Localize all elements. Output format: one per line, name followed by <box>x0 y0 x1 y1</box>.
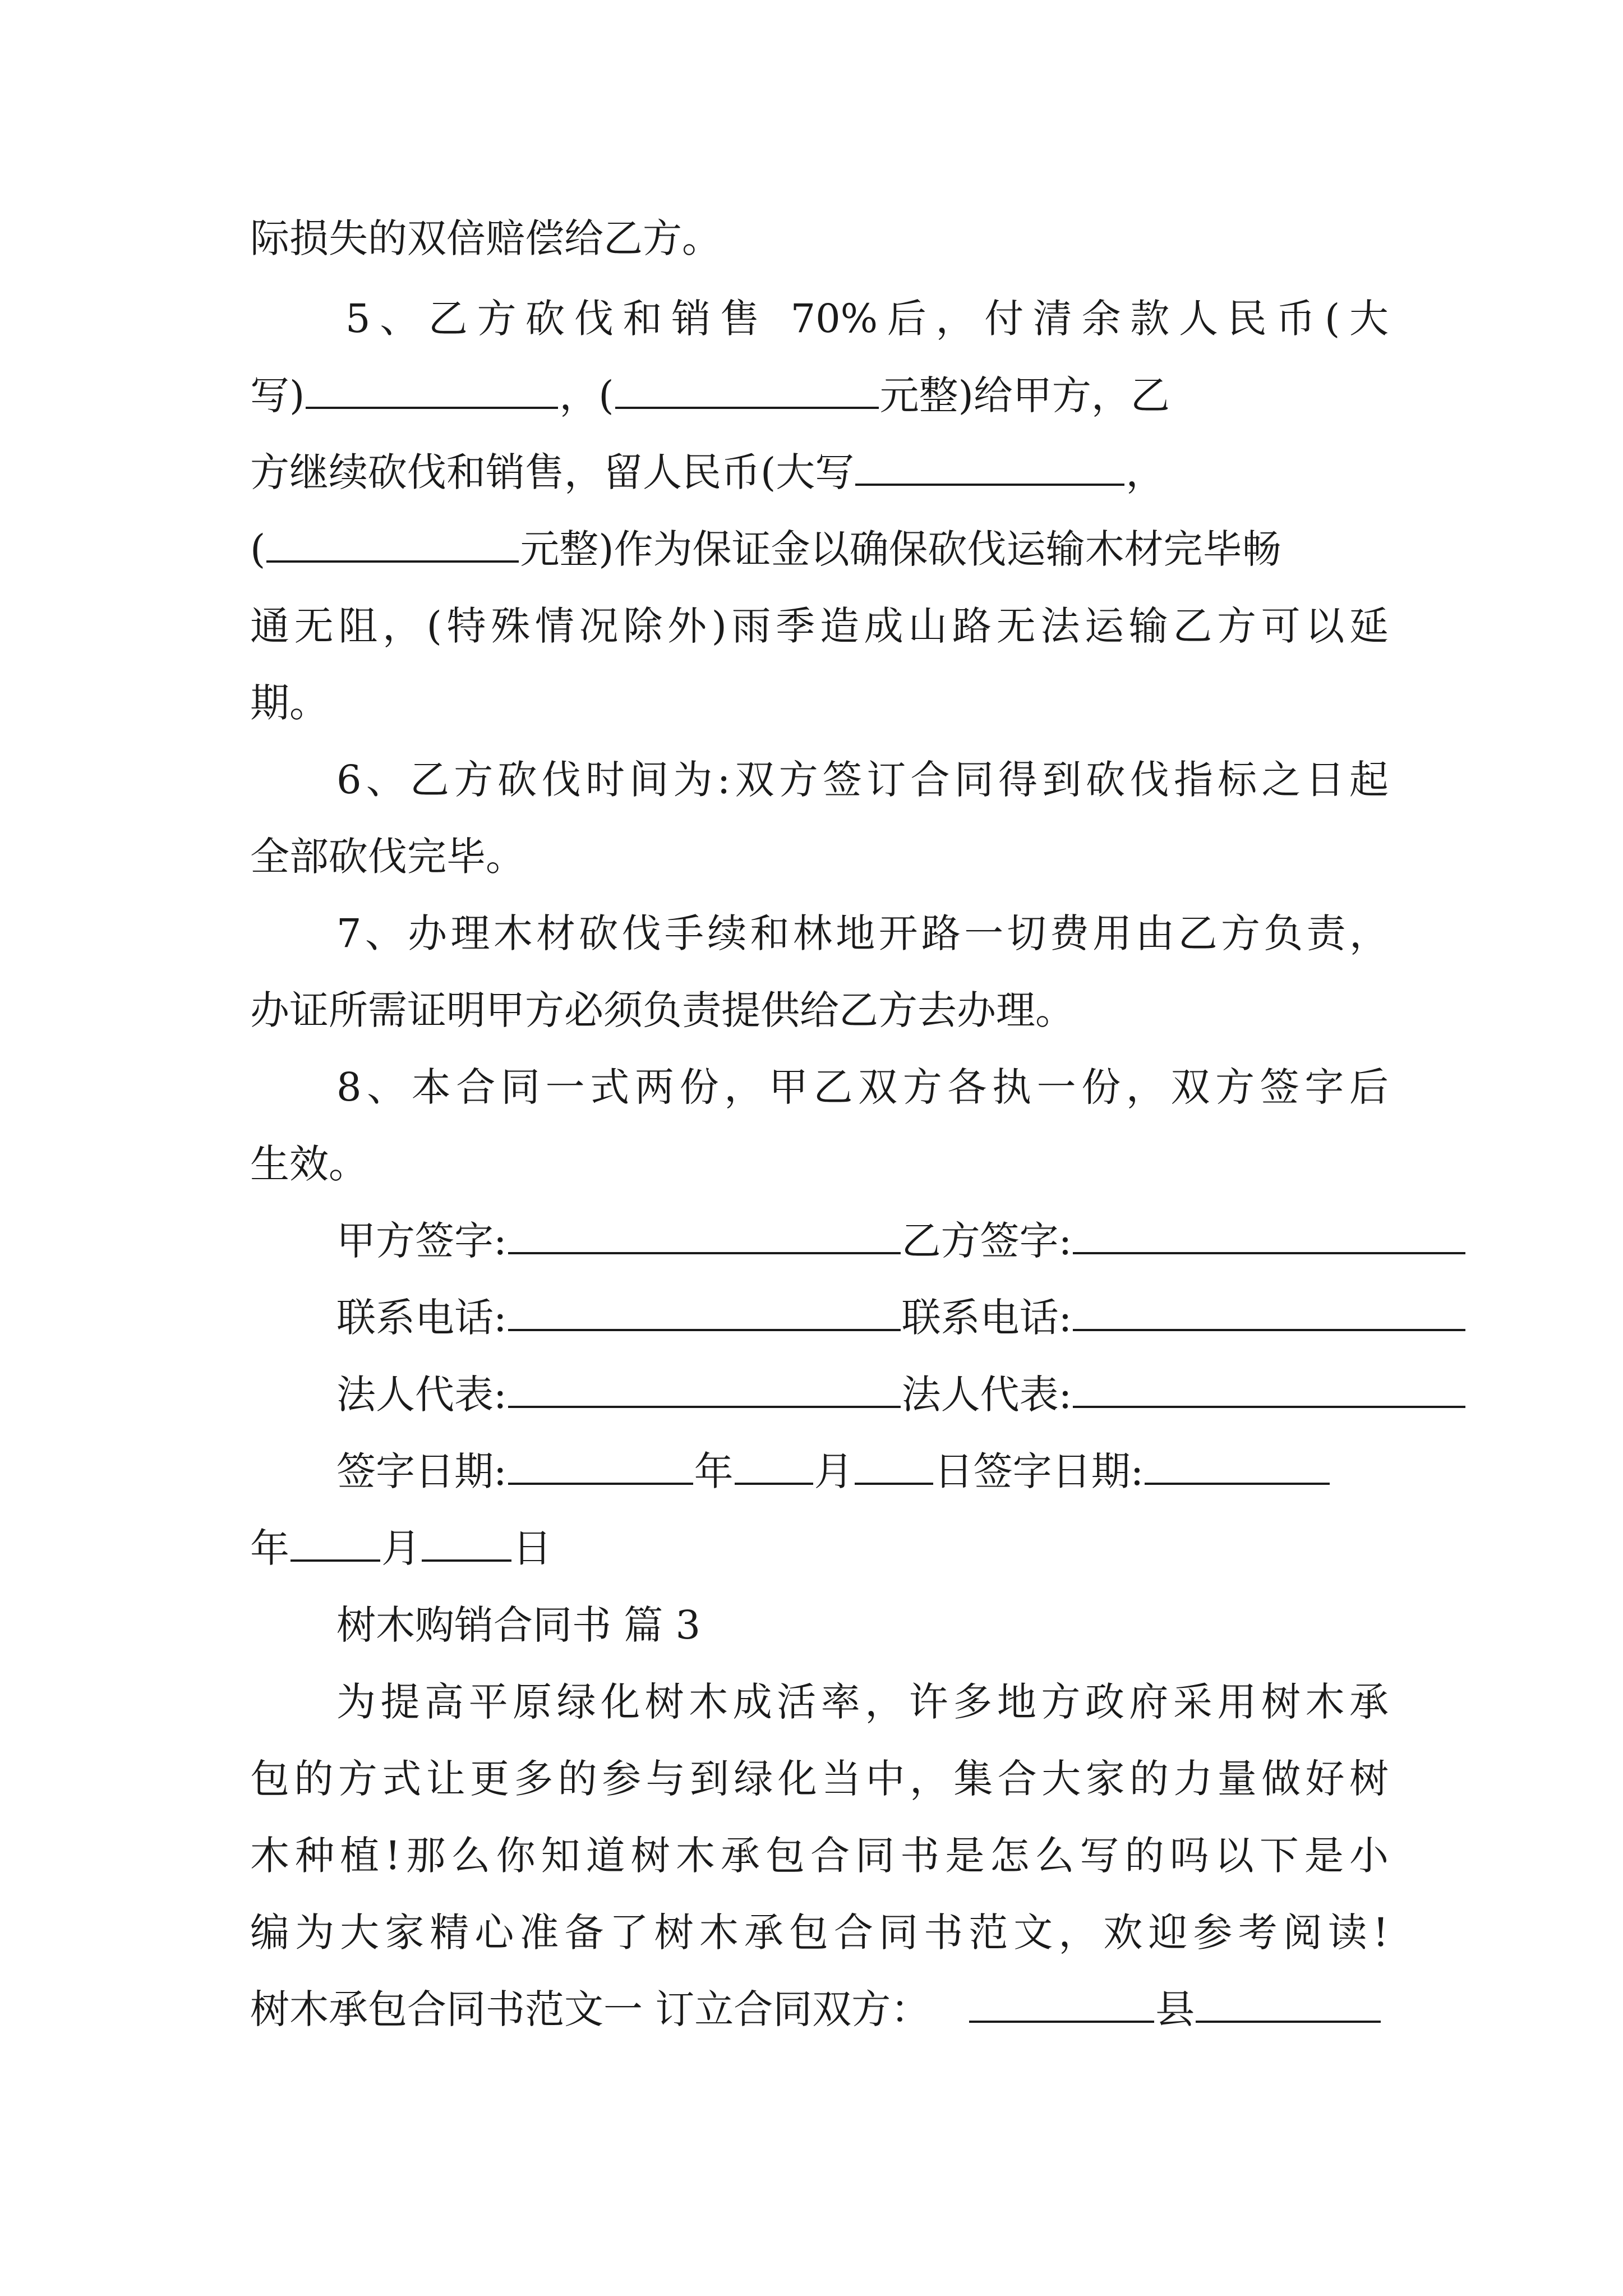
month-label: 月 <box>814 1448 854 1494</box>
line-text: 编为大家精心准备了树木承包合同书范文，欢迎参考阅读! <box>250 1910 1389 1955</box>
legal-b-label: 法人代表: <box>901 1372 1072 1418</box>
phone-b-blank <box>1073 1306 1465 1331</box>
line-text: 5、乙方砍伐和销售 70%后，付清余款人民币(大 <box>345 296 1389 342</box>
line-text: 包的方式让更多的参与到绿化当中，集合大家的力量做好树 <box>250 1756 1389 1802</box>
day-label-b: 日 <box>513 1525 552 1571</box>
clause-6-line-2 <box>250 823 1389 890</box>
phone-b-label: 联系电话: <box>901 1295 1072 1341</box>
county-blank <box>969 1998 1154 2023</box>
line-text: 7、办理木材砍伐手续和林地开路一切费用由乙方负责， <box>336 910 1389 956</box>
clause-5-line-2 <box>250 362 1389 429</box>
year-label-b: 年 <box>250 1525 289 1571</box>
day-blank <box>855 1460 933 1485</box>
line-text: 元整)给甲方，乙 <box>879 372 1170 418</box>
legal-a-blank <box>508 1383 901 1408</box>
line-text: ， <box>1126 449 1165 495</box>
legal-rep-row <box>336 1361 1389 1428</box>
county-label: 县 <box>1155 1986 1195 2032</box>
line-text: ，( <box>559 372 614 418</box>
section-3-line-4 <box>250 1899 1389 1966</box>
line-text: 期。 <box>250 680 329 726</box>
line-text: 为提高平原绿化树木成活率，许多地方政府采用树木承 <box>336 1679 1389 1725</box>
text-line-1 <box>250 205 1389 272</box>
section-3-line-5 <box>250 1976 1389 2043</box>
line-text: 方继续砍伐和销售，留人民币(大写 <box>250 449 855 495</box>
fill-blank <box>266 538 519 563</box>
clause-5-line-5 <box>250 592 1389 660</box>
line-text: 际损失的双倍赔偿给乙方。 <box>250 215 721 261</box>
party-a-sign-label: 甲方签字: <box>336 1218 507 1264</box>
section-3-line-1 <box>336 1668 1389 1736</box>
clause-5-line-3 <box>250 439 1389 506</box>
month-blank-b <box>291 1537 380 1562</box>
line-text: 木种植!那么你知道树木承包合同书是怎么写的吗以下是小 <box>250 1833 1389 1879</box>
clause-5-line-1 <box>345 285 1389 352</box>
date-label: 签字日期: <box>336 1448 507 1494</box>
section-title <box>336 1591 1389 1659</box>
line-text: 全部砍伐完毕。 <box>250 834 525 880</box>
year-blank-b <box>1145 1460 1330 1485</box>
line-text: 6、乙方砍伐时间为:双方签订合同得到砍伐指标之日起 <box>336 757 1389 803</box>
year-label: 年 <box>694 1448 734 1494</box>
section-3-title: 树木购销合同书 篇 3 <box>336 1602 701 1648</box>
phone-row <box>336 1284 1389 1351</box>
phone-a-blank <box>508 1306 901 1331</box>
party-b-sign-label: 乙方签字: <box>901 1218 1072 1264</box>
line-text: 写) <box>250 372 305 418</box>
fill-blank <box>306 384 558 409</box>
legal-a-label: 法人代表: <box>336 1372 507 1418</box>
month-blank <box>735 1460 813 1485</box>
line-text: 办证所需证明甲方必须负责提供给乙方去办理。 <box>250 987 1075 1033</box>
phone-a-label: 联系电话: <box>336 1295 507 1341</box>
clause-6-line-1 <box>336 746 1389 813</box>
line-text: 生效。 <box>250 1141 368 1187</box>
party-a-sign-blank <box>508 1230 901 1254</box>
date-label-b: 日签字日期: <box>934 1448 1144 1494</box>
year-blank <box>508 1460 693 1485</box>
line-text: 8、本合同一式两份，甲乙双方各执一份，双方签字后 <box>336 1064 1389 1110</box>
clause-5-line-6 <box>250 669 1389 737</box>
line-text: 元整)作为保证金以确保砍伐运输木材完毕畅 <box>520 526 1281 572</box>
clause-8-line-2 <box>250 1130 1389 1198</box>
line-text: 通无阻，(特殊情况除外)雨季造成山路无法运输乙方可以延 <box>250 603 1389 649</box>
month-label-b: 月 <box>381 1525 421 1571</box>
clause-8-line-1 <box>336 1053 1389 1121</box>
day-blank-b <box>422 1537 511 1562</box>
line-text: 树木承包合同书范文一 订立合同双方： <box>250 1986 930 2032</box>
clause-7-line-1 <box>336 900 1389 967</box>
line-text: ( <box>250 526 266 572</box>
county-blank-2 <box>1196 1998 1381 2023</box>
date-row <box>336 1438 1389 1505</box>
clause-5-line-4 <box>250 516 1389 583</box>
clause-7-line-2 <box>250 977 1389 1044</box>
section-3-line-3 <box>250 1822 1389 1889</box>
section-3-line-2 <box>250 1745 1389 1812</box>
legal-b-blank <box>1073 1383 1465 1408</box>
party-b-sign-blank <box>1073 1230 1465 1254</box>
fill-blank <box>855 461 1124 486</box>
signature-row <box>336 1207 1389 1274</box>
fill-blank <box>615 384 879 409</box>
date-row-continued <box>250 1515 1389 1582</box>
